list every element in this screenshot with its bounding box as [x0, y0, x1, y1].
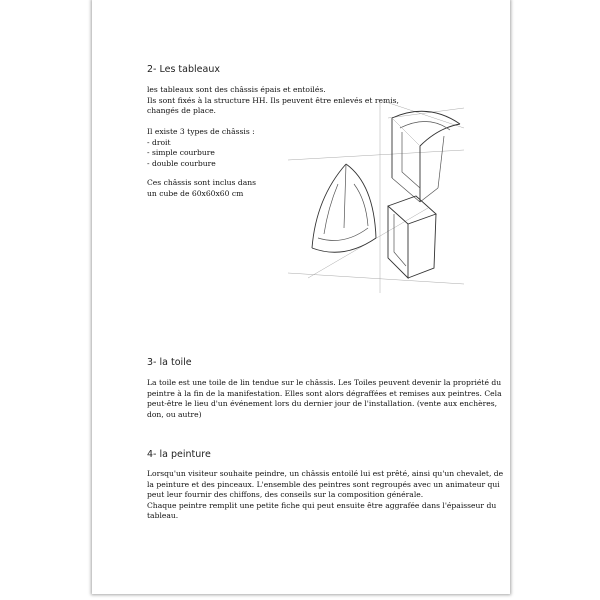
chassis-sketch-illustration	[288, 88, 464, 293]
text-line: - simple courbure	[147, 148, 215, 158]
text-line: peut leur fournir des chiffons, des conseils sur la composition générale.	[147, 490, 424, 500]
section-2-paragraph-2	[147, 127, 255, 169]
text-line: Ces châssis sont inclus dans	[147, 178, 257, 187]
text-line: don, ou autre)	[147, 409, 202, 419]
section-4-paragraph	[147, 469, 503, 522]
text-line: Il existe 3 types de châssis :	[147, 127, 255, 136]
section-2-title: 2- Les tableaux	[147, 64, 220, 75]
text-line: - double courbure	[147, 158, 216, 168]
text-line: la peinture et des pinceaux. L'ensemble des peintres sont regroupés avec un animateur qui	[147, 479, 500, 489]
text-line: un cube de 60x60x60 cm	[147, 188, 244, 198]
text-line: changés de place.	[147, 106, 216, 116]
text-line: tableau.	[147, 511, 179, 521]
text-line: peintre à la fin de la manifestation. Elles sont alors dégraffées et remises aux peintres. Cela	[147, 388, 502, 398]
text-line: Chaque peintre remplit une petite fiche qui peut ensuite être aggrafée dans l'épaisseur du	[147, 500, 497, 510]
section-3-paragraph	[147, 378, 502, 420]
section-3-title: 3- la toile	[147, 357, 192, 368]
section-2-paragraph-3	[147, 178, 256, 199]
text-line: La toile est une toile de lin tendue sur le châssis. Les Toiles peuvent devenir la propriété du	[147, 378, 502, 387]
text-line: Lorsqu'un visiteur souhaite peindre, un châssis entoilé lui est prêté, ainsi qu'un chevalet, de	[147, 469, 504, 478]
text-line: peut-être le lieu d'un événement lors du dernier jour de l'installation. (vente aux enchères,	[147, 399, 498, 409]
section-4-title: 4- la peinture	[147, 449, 211, 460]
text-line: les tableaux sont des châssis épais et entoilés.	[147, 85, 326, 94]
text-line: - droit	[147, 137, 171, 147]
text-line: Ils sont fixés à la structure HH. Ils peuvent être enlevés et remis,	[147, 95, 399, 105]
